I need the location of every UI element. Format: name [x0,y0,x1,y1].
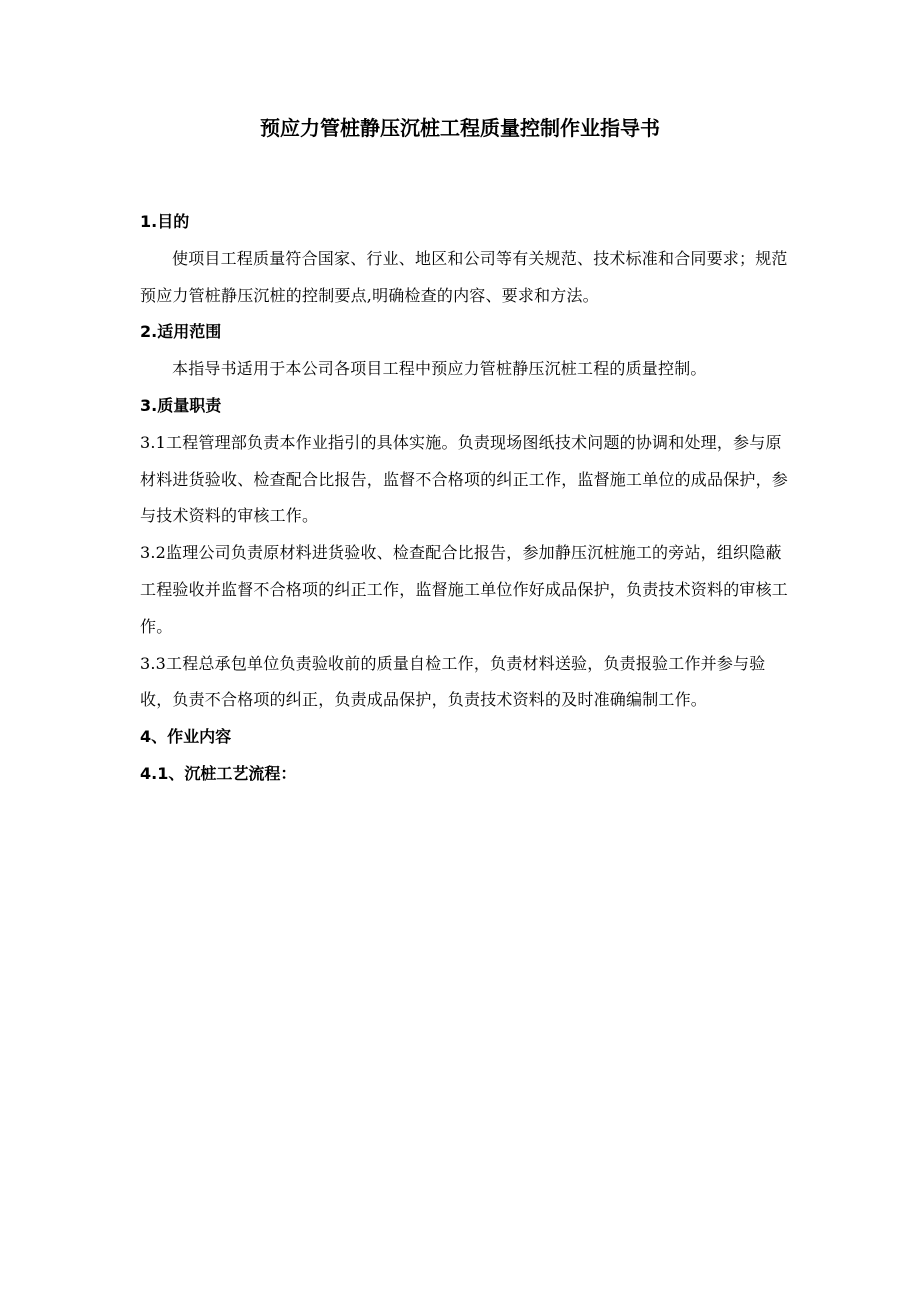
responsibility-item-3-2: 3.2监理公司负责原材料进货验收、检查配合比报告，参加静压沉桩施工的旁站，组织隐蔽工程验收并监督不合格项的纠正工作，监督施工单位作好成品保护，负责技术资料的审核工作。 [140,543,789,636]
scope-paragraph: 本指导书适用于本公司各项目工程中预应力管桩静压沉桩工程的质量控制。 [172,359,707,379]
section-heading-responsibilities: 3.质量职责 [140,395,222,415]
purpose-paragraph: 使项目工程质量符合国家、行业、地区和公司等有关规范、技术标准和合同要求；规范预应力管桩静压沉桩的控制要点,明确检查的内容、要求和方法。 [140,248,788,305]
section-heading-scope: 2.适用范围 [140,322,222,342]
document-body [140,204,790,793]
responsibility-item-3-1: 3.1工程管理部负责本作业指引的具体实施。负责现场图纸技术问题的协调和处理，参与原材料进货验收、检查配合比报告，监督不合格项的纠正工作，监督施工单位的成品保护，参与技术资料的审核工作。 [140,432,789,526]
subsection-heading-piling-process: 4.1、沉桩工艺流程： [140,763,297,783]
responsibility-item-3-3: 3.3工程总承包单位负责验收前的质量自检工作，负责材料送验，负责报验工作并参与验收，负责不合格项的纠正，负责成品保护，负责技术资料的及时准确编制工作。 [140,653,766,710]
document-title: 预应力管桩静压沉桩工程质量控制作业指导书 [260,116,660,140]
section-heading-work-content: 4、作业内容 [140,727,232,747]
section-heading-purpose: 1.目的 [140,212,190,231]
